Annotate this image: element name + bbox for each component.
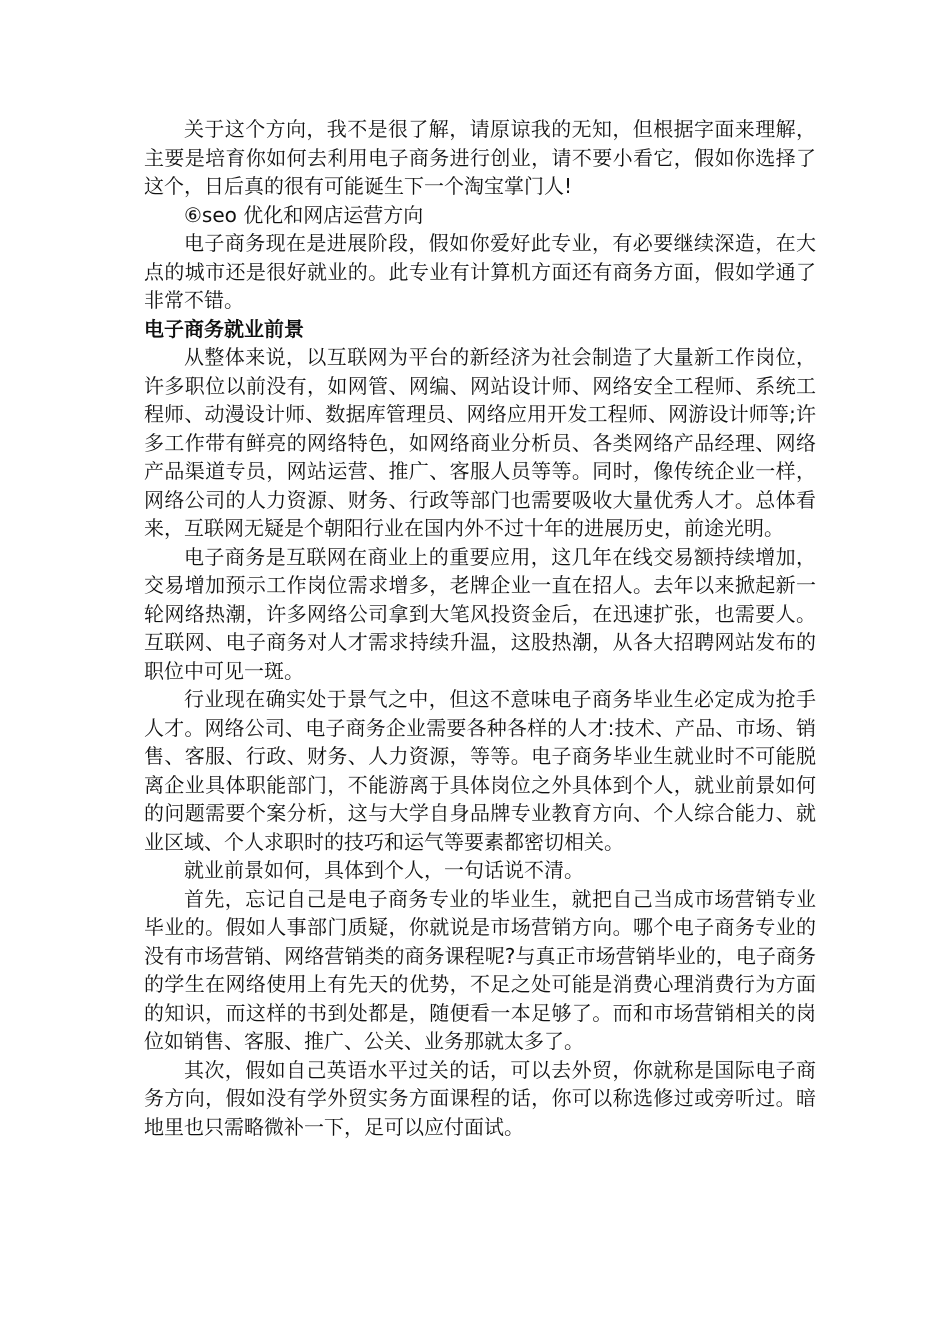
body-paragraph-prospect: 就业前景如何，具体到个人，一句话说不清。 xyxy=(184,858,584,882)
body-paragraph-first: 首先，忘记自己是电子商务专业的毕业生，就把自己当成市场营销专业毕业的。假如人事部门质疑，你就说是市场营销方向。哪个电子商务专业的没有市场营销、网络营销类的商务课程呢?与真正市场营销毕业的，电子商务的学生在网络使用上有先天的优势，不足之处可能是消费心理消费行为方面的知识，而这样的书到处都是，随便看一本足够了。而和市场营销相关的岗位如销售、客服、推广、公关、业务那就太多了。 xyxy=(144,886,816,1053)
intro-paragraph: 关于这个方向，我不是很了解，请原谅我的无知，但根据字面来理解，主要是培育你如何去利用电子商务进行创业，请不要小看它，假如你选择了这个，日后真的很有可能诞生下一个淘宝掌门人! xyxy=(144,117,816,198)
body-paragraph-overall: 从整体来说，以互联网为平台的新经济为社会制造了大量新工作岗位，许多职位以前没有，如网管、网编、网站设计师、网络安全工程师、系统工程师、动漫设计师、数据库管理员、网络应用开发工程师、网游设计师等;许多工作带有鲜亮的网络特色，如网络商业分析员、各类网络产品经理、网络产品渠道专员，网站运营、推广、客服人员等等。同时，像传统企业一样，网络公司的人力资源、财务、行政等部门也需要吸收大量优秀人才。总体看来，互联网无疑是个朝阳行业在国内外不过十年的进展历史，前途光明。 xyxy=(144,345,816,540)
body-paragraph-industry: 行业现在确实处于景气之中，但这不意味电子商务毕业生必定成为抢手人才。网络公司、电子商务企业需要各种各样的人才:技术、产品、市场、销售、客服、行政、财务、人力资源，等等。电子商务毕业生就业时不可能脱离企业具体职能部门，不能游离于具体岗位之外具体到个人，就业前景如何的问题需要个案分析，这与大学自身品牌专业教育方向、个人综合能力、就业区域、个人求职时的技巧和运气等要素都密切相关。 xyxy=(144,687,816,854)
document-body xyxy=(144,115,816,1141)
item-six-paragraph: 电子商务现在是进展阶段，假如你爱好此专业，有必要继续深造，在大点的城市还是很好就业的。此专业有计算机方面还有商务方面，假如学通了非常不错。 xyxy=(144,231,816,312)
body-paragraph-second: 其次，假如自己英语水平过关的话，可以去外贸，你就称是国际电子商务方向，假如没有学外贸实务方面课程的话，你可以称选修过或旁听过。暗地里也只需略微补一下，足可以应付面试。 xyxy=(144,1057,816,1139)
body-paragraph-ecommerce: 电子商务是互联网在商业上的重要应用，这几年在线交易额持续增加，交易增加预示工作岗位需求增多，老牌企业一直在招人。去年以来掀起新一轮网络热潮，许多网络公司拿到大笔风投资金后，在迅速扩张，也需要人。互联网、电子商务对人才需求持续升温，这股热潮，从各大招聘网站发布的职位中可见一斑。 xyxy=(144,544,816,683)
item-six-title: ⑥seo 优化和网店运营方向 xyxy=(184,202,424,227)
section-heading: 电子商务就业前景 xyxy=(144,316,304,341)
